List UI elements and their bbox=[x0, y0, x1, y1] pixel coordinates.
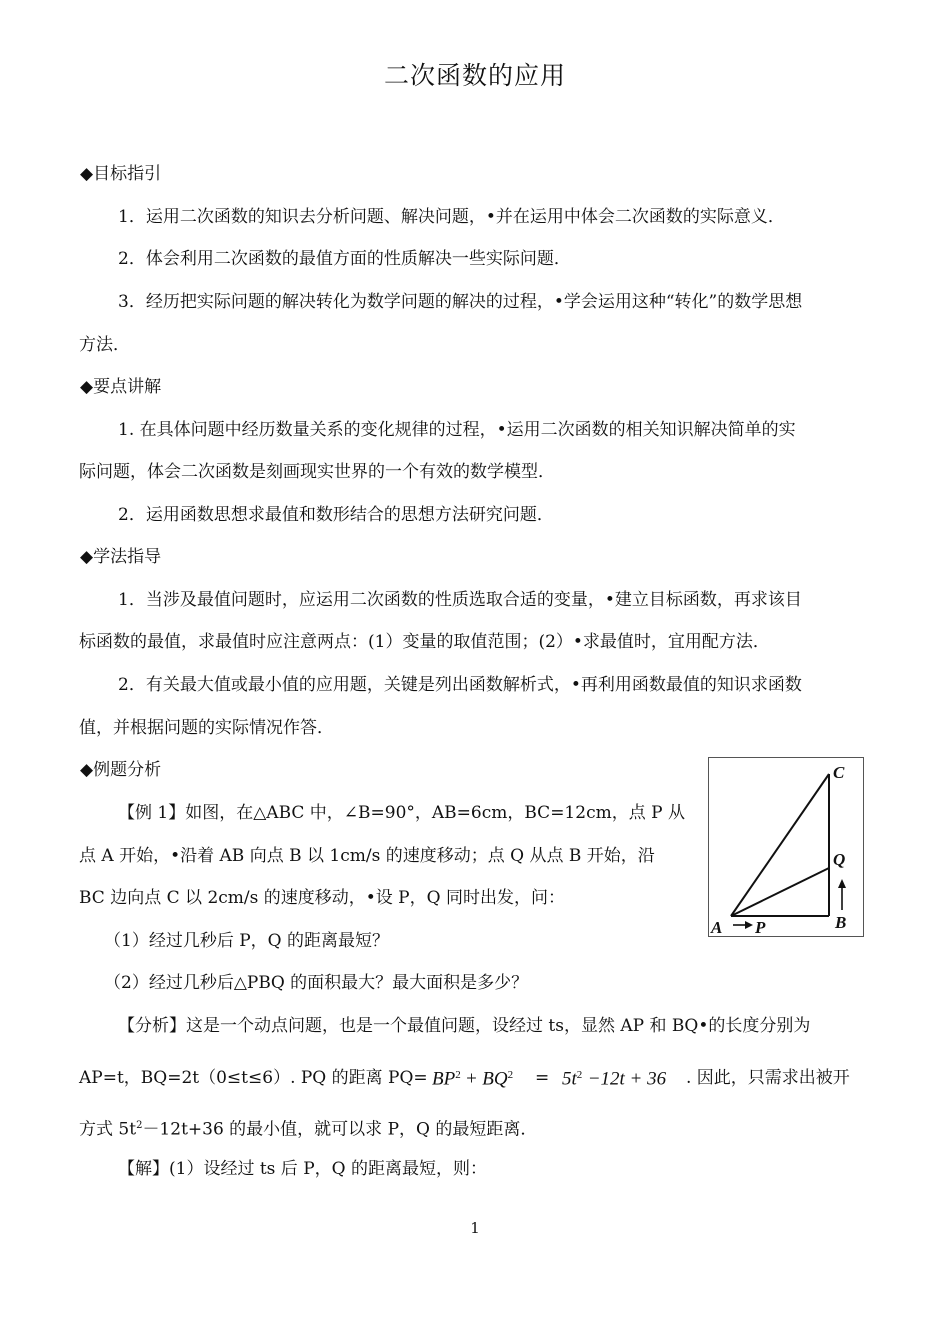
formula-bp: BP bbox=[432, 1068, 456, 1090]
label-a: A bbox=[711, 918, 723, 936]
triangle-diagram bbox=[709, 758, 863, 936]
arrow-ap-head bbox=[745, 921, 753, 929]
formula-bq: BQ bbox=[482, 1068, 508, 1090]
analysis-line-2-start: AP=t，BQ=2t（0≤t≤6）. PQ 的距离 PQ= bbox=[79, 1068, 428, 1088]
section-heading-points: ◆要点讲解 bbox=[80, 377, 162, 397]
goal-item-2: 2．体会利用二次函数的最值方面的性质解决一些实际问题． bbox=[118, 249, 571, 269]
section-heading-goal: ◆目标指引 bbox=[80, 164, 162, 184]
analysis-line-3-start: 方式 5t bbox=[79, 1119, 137, 1140]
method-item-2: 2．有关最大值或最小值的应用题，关键是列出函数解析式，•再利用函数最值的知识求函数 bbox=[118, 675, 802, 695]
points-item-2: 2．运用函数思想求最值和数形结合的思想方法研究问题． bbox=[118, 505, 554, 525]
analysis-line-3-end: －12t+36 的最小值，就可以求 P，Q 的最短距离． bbox=[142, 1119, 538, 1140]
side-ac bbox=[731, 774, 829, 916]
formula-sqrt-left bbox=[432, 1063, 513, 1092]
page-number: 1 bbox=[470, 1219, 480, 1237]
page-title: 二次函数的应用 bbox=[383, 61, 566, 90]
formula-equals: = bbox=[535, 1068, 550, 1088]
example-1-line-3: BC 边向点 C 以 2cm/s 的速度移动，•设 P，Q 同时出发，问： bbox=[79, 888, 565, 908]
analysis-line-1: 【分析】这是一个动点问题，也是一个最值问题，设经过 ts，显然 AP 和 BQ•的长度分别为 bbox=[118, 1016, 811, 1036]
section-heading-method: ◆学法指导 bbox=[80, 547, 162, 567]
goal-item-3-cont: 方法． bbox=[79, 335, 130, 355]
formula-bq-exp: 2 bbox=[507, 1069, 514, 1081]
formula-rhs-b: −12t + 36 bbox=[587, 1068, 667, 1090]
label-b: B bbox=[835, 913, 847, 932]
section-heading-example: ◆例题分析 bbox=[80, 760, 162, 780]
formula-bp-exp: 2 bbox=[455, 1069, 461, 1081]
formula-plus: + bbox=[466, 1068, 477, 1090]
formula-rhs-exp: 2 bbox=[576, 1069, 583, 1081]
analysis-line-2 bbox=[79, 1066, 428, 1090]
analysis-line-3 bbox=[79, 1114, 537, 1142]
formula-sqrt-right bbox=[562, 1063, 666, 1092]
goal-item-1: 1．运用二次函数的知识去分析问题、解决问题，•并在运用中体会二次函数的实际意义． bbox=[118, 207, 785, 227]
analysis-line-3-exp: 2 bbox=[136, 1120, 143, 1131]
label-p: P bbox=[755, 918, 766, 936]
solution-line-1: 【解】(1）设经过 ts 后 P，Q 的距离最短，则： bbox=[118, 1159, 487, 1179]
label-c: C bbox=[833, 763, 845, 782]
method-item-1: 1．当涉及最值问题时，应运用二次函数的性质选取合适的变量，•建立目标函数，再求该目 bbox=[118, 590, 802, 610]
triangle-figure bbox=[708, 757, 864, 937]
points-item-1-cont: 际问题，体会二次函数是刻画现实世界的一个有效的数学模型． bbox=[79, 462, 555, 482]
question-2: （2）经过几秒后△PBQ 的面积最大？最大面积是多少？ bbox=[104, 973, 529, 993]
segment-pq bbox=[731, 868, 829, 916]
question-1: （1）经过几秒后 P，Q 的距离最短？ bbox=[104, 931, 389, 951]
method-item-1-cont: 标函数的最值，求最值时应注意两点：(1）变量的取值范围；(2）•求最值时，宜用配方法． bbox=[79, 632, 770, 652]
arrow-bq-head bbox=[838, 879, 846, 888]
method-item-2-cont: 值，并根据问题的实际情况作答． bbox=[79, 718, 334, 738]
points-item-1: 1. 在具体问题中经历数量关系的变化规律的过程，•运用二次函数的相关知识解决简单的实 bbox=[118, 420, 796, 440]
formula-rhs-a: 5t bbox=[562, 1068, 577, 1090]
example-1-line-1: 【例 1】如图，在△ABC 中，∠B=90°，AB=6cm，BC=12cm，点 P 从 bbox=[118, 803, 685, 823]
analysis-line-2-end: . 因此，只需求出被开 bbox=[686, 1068, 850, 1088]
goal-item-3: 3．经历把实际问题的解决转化为数学问题的解决的过程，•学会运用这种“转化”的数学思想 bbox=[118, 292, 803, 312]
label-q: Q bbox=[833, 850, 846, 869]
example-1-line-2: 点 A 开始，•沿着 AB 向点 B 以 1cm/s 的速度移动；点 Q 从点 B 开始，沿 bbox=[79, 846, 655, 866]
